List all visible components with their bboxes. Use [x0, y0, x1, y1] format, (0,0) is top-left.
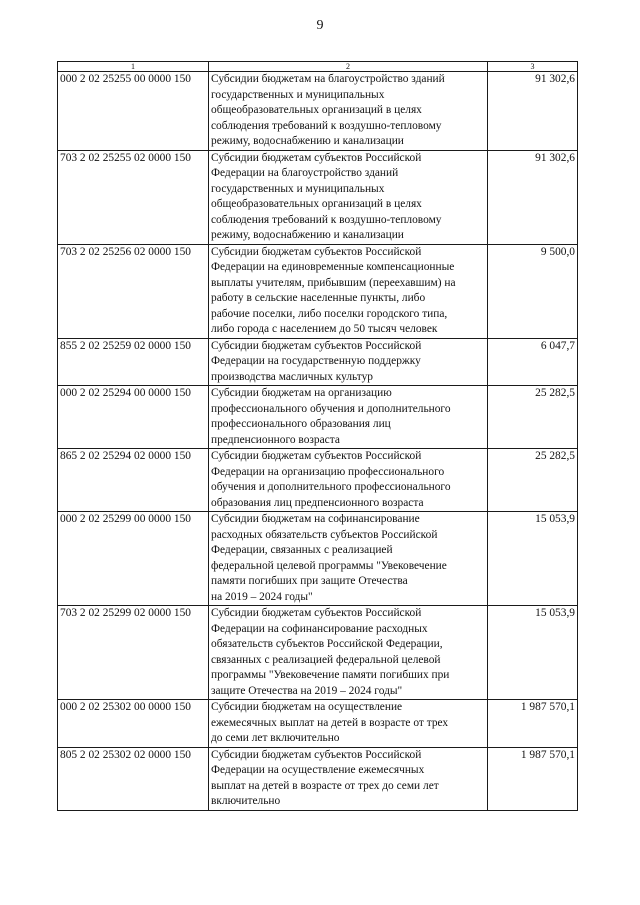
budget-code-cell: 703 2 02 25299 02 0000 150 [58, 606, 209, 700]
description-line: связанных с реализацией федеральной целевой [211, 653, 441, 666]
page-number: 9 [316, 18, 324, 33]
column-number-row [58, 62, 578, 72]
description-line: Федерации на государственную поддержку [211, 355, 421, 367]
description-line: Федерации на единовременные компенсационные [211, 261, 455, 273]
description-line: государственных и муниципальных [211, 182, 385, 195]
budget-code-cell: 000 2 02 25299 00 0000 150 [58, 512, 209, 606]
description-line: Федерации, связанных с реализацией [211, 544, 393, 556]
description-cell [209, 747, 488, 810]
description-cell [209, 338, 488, 386]
description-line: работу в сельские населенные пункты, либо [211, 292, 426, 304]
amount-cell: 1 987 570,1 [488, 747, 578, 810]
description-line: производства масличных культур [211, 370, 373, 383]
description-line: режиму, водоснабжению и канализации [211, 135, 404, 147]
description-line: защите Отечества на 2019 – 2024 годы" [211, 684, 403, 697]
description-line: до семи лет включительно [211, 732, 340, 744]
description-cell [209, 512, 488, 606]
description-line: образования лиц предпенсионного возраста [211, 496, 424, 509]
description-line: памяти погибших при защите Отечества [211, 575, 408, 587]
description-line: Субсидии бюджетам на софинансирование [211, 513, 420, 525]
column-number-description: 2 [209, 62, 488, 72]
budget-code-cell: 000 2 02 25302 00 0000 150 [58, 700, 209, 748]
description-line: Субсидии бюджетам на благоустройство зданий [211, 73, 445, 85]
amount-cell: 6 047,7 [488, 338, 578, 386]
description-cell [209, 606, 488, 700]
description-line: либо города с населением до 50 тысяч человек [211, 323, 438, 335]
description-line: Субсидии бюджетам на осуществление [211, 701, 403, 713]
column-number-code: 1 [58, 62, 209, 72]
description-line: на 2019 – 2024 годы" [211, 590, 313, 603]
budget-code-cell: 000 2 02 25294 00 0000 150 [58, 386, 209, 449]
description-line: предпенсионного возраста [211, 433, 340, 446]
column-number-amount: 3 [488, 62, 578, 72]
description-line: включительно [211, 795, 281, 807]
description-line: Субсидии бюджетам на организацию [211, 387, 392, 399]
description-line: обязательств субъектов Российской Федерации, [211, 638, 443, 650]
budget-code-cell: 805 2 02 25302 02 0000 150 [58, 747, 209, 810]
table-row [58, 244, 578, 338]
budget-code-cell: 865 2 02 25294 02 0000 150 [58, 449, 209, 512]
description-line: Субсидии бюджетам субъектов Российской [211, 450, 422, 462]
description-line: Субсидии бюджетам субъектов Российской [211, 245, 422, 258]
description-line: Субсидии бюджетам субъектов Российской [211, 339, 422, 352]
table-body [58, 62, 578, 811]
table-row [58, 150, 578, 244]
table-row [58, 338, 578, 386]
description-line: Субсидии бюджетам субъектов Российской [211, 748, 422, 761]
description-line: соблюдения требований к воздушно-тепловому [211, 213, 442, 226]
description-cell [209, 700, 488, 748]
description-line: общеобразовательных организаций в целях [211, 104, 422, 116]
description-line: государственных и муниципальных [211, 88, 385, 101]
description-cell [209, 244, 488, 338]
description-line: общеобразовательных организаций в целях [211, 198, 422, 210]
amount-cell: 91 302,6 [488, 72, 578, 151]
amount-cell: 25 282,5 [488, 449, 578, 512]
description-line: профессионального обучения и дополнительного [211, 402, 451, 415]
description-line: Федерации на организацию профессионального [211, 465, 445, 478]
description-line: выплат на детей в возрасте от трех до семи лет [211, 779, 439, 792]
description-line: Федерации на благоустройство зданий [211, 167, 399, 179]
table-row [58, 386, 578, 449]
description-line: Субсидии бюджетам субъектов Российской [211, 607, 422, 619]
amount-cell: 9 500,0 [488, 244, 578, 338]
table-row [58, 747, 578, 810]
description-cell [209, 72, 488, 151]
table-row [58, 449, 578, 512]
description-cell [209, 150, 488, 244]
description-line: расходных обязательств субъектов Российской [211, 528, 438, 541]
amount-cell: 1 987 570,1 [488, 700, 578, 748]
budget-code-cell: 855 2 02 25259 02 0000 150 [58, 338, 209, 386]
description-line: Субсидии бюджетам субъектов Российской [211, 151, 422, 164]
description-line: рабочие поселки, либо поселки городского типа, [211, 307, 448, 320]
table-row [58, 700, 578, 748]
budget-code-cell: 000 2 02 25255 00 0000 150 [58, 72, 209, 151]
description-line: профессионального образования лиц [211, 418, 391, 430]
description-line: обучения и дополнительного профессионального [211, 481, 451, 493]
description-line: Федерации на осуществление ежемесячных [211, 764, 425, 776]
table-row [58, 72, 578, 151]
amount-cell: 15 053,9 [488, 512, 578, 606]
table-row [58, 606, 578, 700]
description-line: выплаты учителям, прибывшим (переехавшим) на [211, 276, 456, 289]
description-line: ежемесячных выплат на детей в возрасте от трех [211, 716, 449, 729]
description-cell [209, 386, 488, 449]
amount-cell: 25 282,5 [488, 386, 578, 449]
description-line: Федерации на софинансирование расходных [211, 622, 428, 635]
description-cell [209, 449, 488, 512]
amount-cell: 91 302,6 [488, 150, 578, 244]
description-line: соблюдения требований к воздушно-тепловому [211, 119, 442, 132]
budget-code-cell: 703 2 02 25255 02 0000 150 [58, 150, 209, 244]
amount-cell: 15 053,9 [488, 606, 578, 700]
description-line: режиму, водоснабжению и канализации [211, 229, 404, 241]
description-line: программы "Увековечение памяти погибших при [211, 669, 450, 681]
budget-code-cell: 703 2 02 25256 02 0000 150 [58, 244, 209, 338]
budget-table [57, 61, 578, 811]
description-line: федеральной целевой программы "Увековечение [211, 559, 447, 572]
table-row [58, 512, 578, 606]
